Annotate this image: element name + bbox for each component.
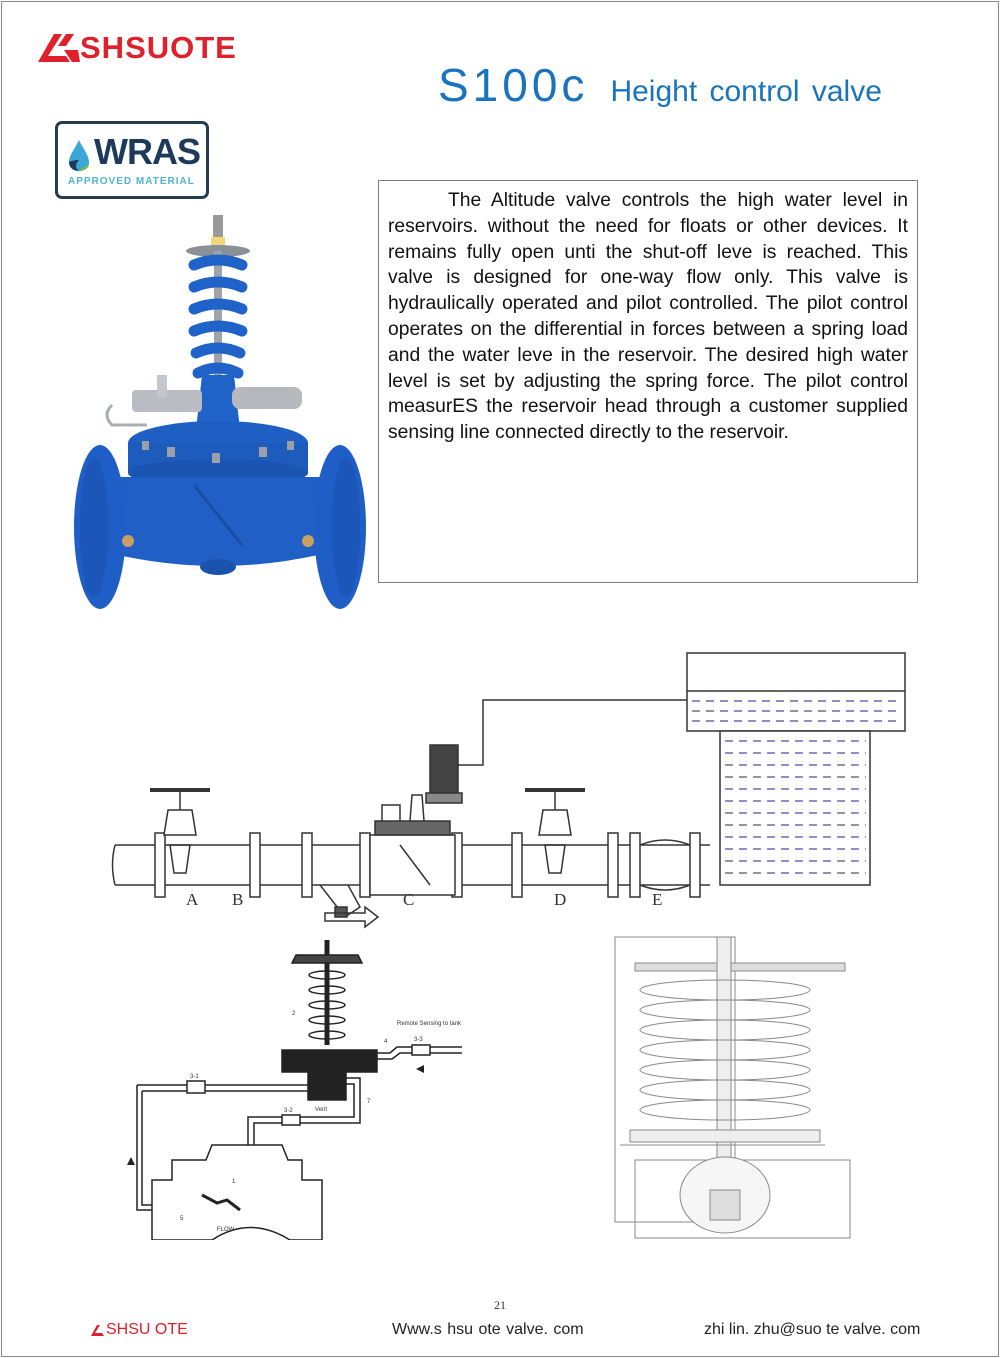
inflow-arrow: [416, 1065, 424, 1073]
gate-valve-d: [525, 790, 585, 873]
water-drop-icon: [66, 138, 92, 172]
flow-label: FLOW: [217, 1227, 235, 1233]
brand-name: SHSUOTE: [80, 30, 237, 65]
pilot-schematic: [122, 935, 472, 1240]
label-3-3: 3-3: [414, 1037, 423, 1043]
label-5: 5: [180, 1216, 184, 1222]
product-photo: [72, 215, 368, 615]
wras-subtitle: APPROVED MATERIAL: [68, 176, 195, 187]
wras-badge: [55, 121, 209, 199]
label-3-1: 3-1: [190, 1074, 199, 1080]
label-b: B: [232, 890, 244, 909]
label-4: 4: [384, 1039, 388, 1045]
label-a: A: [186, 890, 199, 909]
pilot-section-drawing: [605, 935, 880, 1240]
footer-brand-name: SHSU OTE: [106, 1321, 188, 1338]
label-d: D: [554, 890, 567, 909]
vent-label: Vent: [315, 1107, 328, 1113]
footer-email[interactable]: zhi lin. zhu@suo te valve. com: [704, 1321, 921, 1338]
footer-website[interactable]: Www.s hsu ote valve. com: [392, 1321, 584, 1338]
installation-diagram: [110, 645, 910, 935]
reservoir: [687, 653, 905, 885]
footer-brand: [90, 1321, 188, 1339]
flow-arrow: [325, 907, 378, 927]
page-title: [438, 58, 882, 112]
label-e: E: [652, 890, 663, 909]
page-number: 21: [494, 1298, 506, 1312]
coupling-e: [640, 840, 690, 890]
brand-logo-icon: [36, 32, 80, 64]
brand-logo: [36, 30, 237, 66]
control-valve-c: [370, 700, 690, 895]
label-2: 2: [292, 1011, 296, 1017]
up-arrow: [127, 1157, 135, 1165]
description-box: [378, 180, 918, 583]
description-text: The Altitude valve controls the high water level in reservoirs. without the need for floats or other devices. It remains fully open unti the shut-off leve is reached. This valve is designed for one-way flow only. This valve is hydraulically operated and pilot controlled. The pilot control operates on the differential in forces between a spring load and the water leve in the reservoir. The desired high water level is set by adjusting the spring force. The pilot control measurES the reservoir head through a customer supplied sensing line connected directly to the reservoir.: [388, 190, 908, 444]
label-c: C: [403, 890, 415, 909]
sensing-label: Remote Sensing to tank: [397, 1021, 462, 1027]
label-7: 7: [367, 1099, 371, 1105]
footer-logo-icon: [90, 1324, 106, 1337]
label-3-2: 3-2: [284, 1108, 293, 1114]
strainer-b: [320, 885, 360, 917]
product-name: Height control valve: [610, 75, 882, 108]
model-number: S100c: [438, 59, 589, 111]
label-1: 1: [232, 1179, 236, 1185]
wras-title: WRAS: [94, 131, 200, 172]
